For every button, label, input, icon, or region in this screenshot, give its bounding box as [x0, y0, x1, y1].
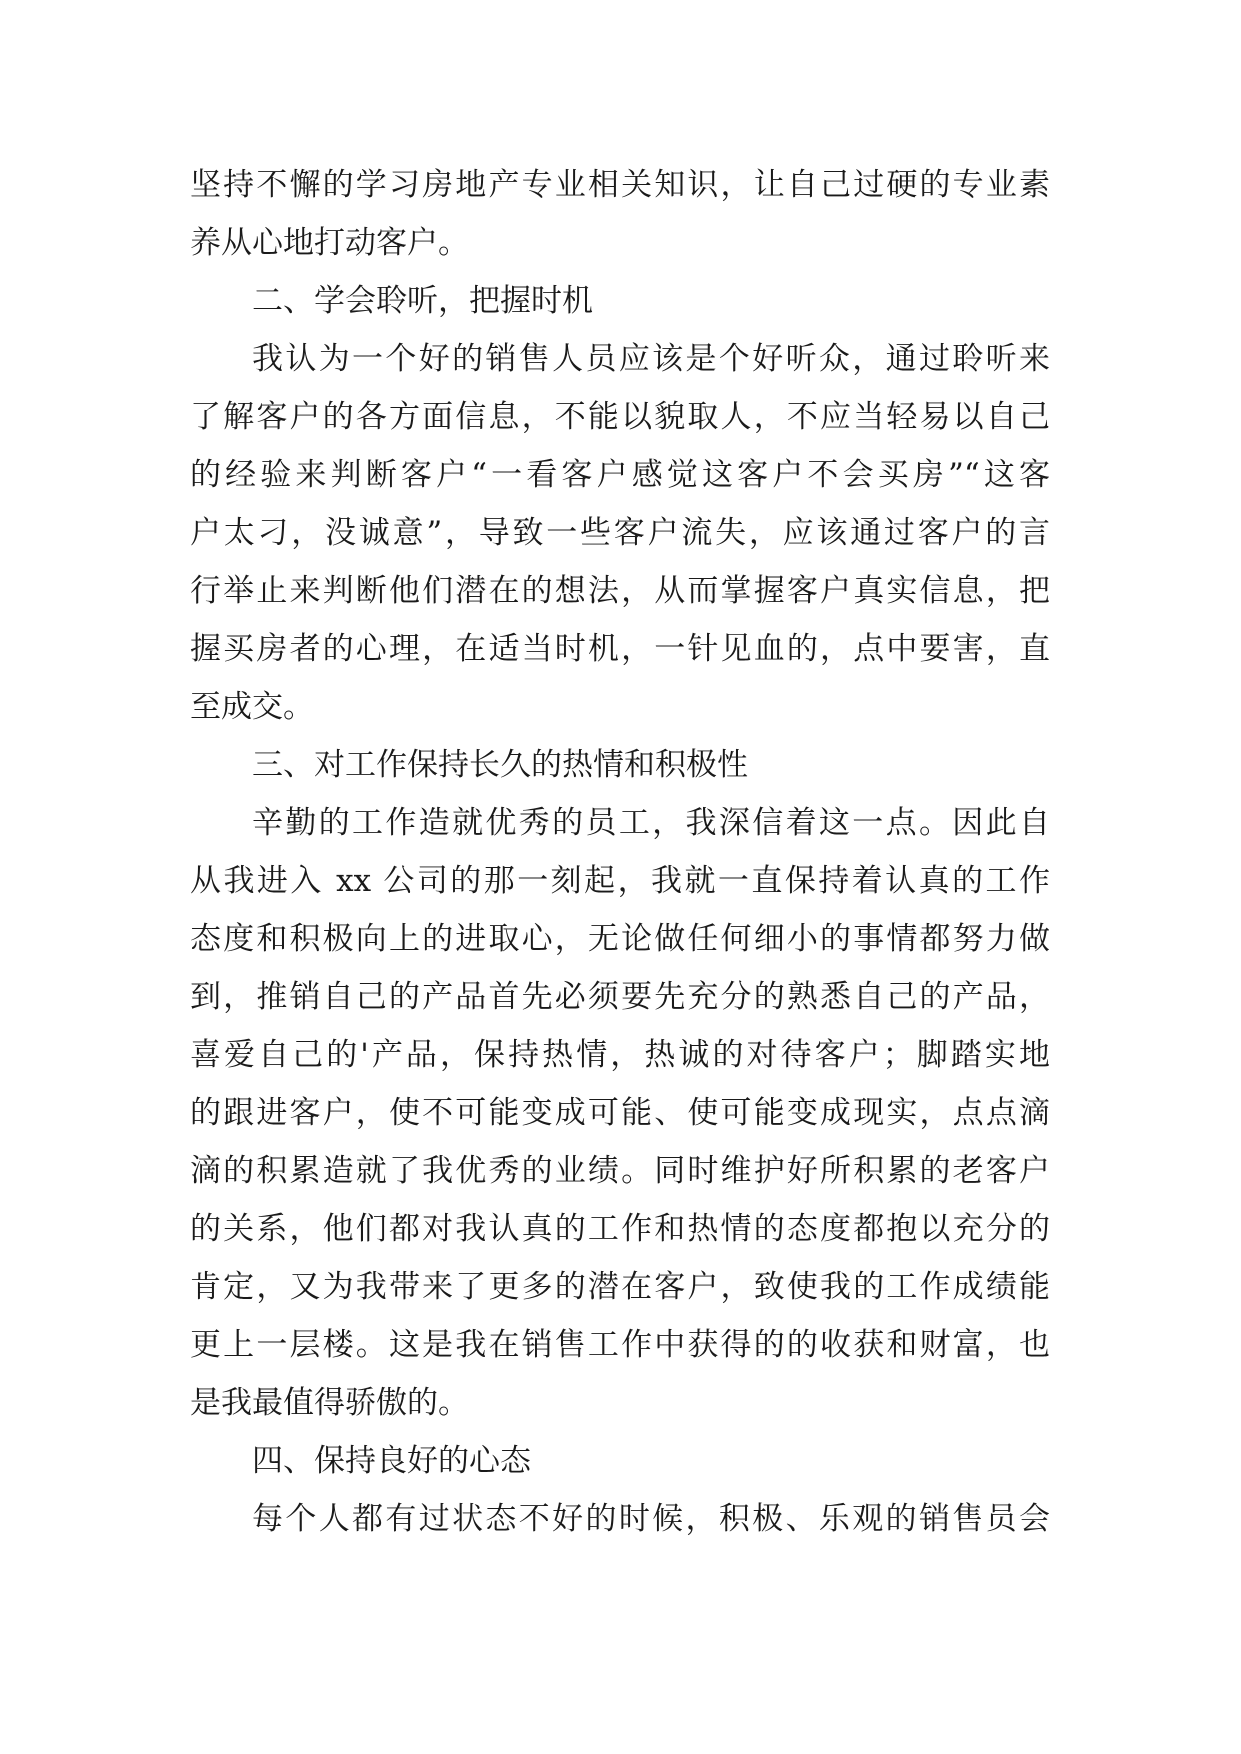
text-line: 肯定，又为我带来了更多的潜在客户，致使我的工作成绩能: [190, 1269, 1050, 1305]
text-line: 养从心地打动客户。: [190, 225, 469, 261]
text-line: 辛勤的工作造就优秀的员工，我深信着这一点。因此自: [252, 805, 1050, 841]
text-line: 是我最值得骄傲的。: [190, 1385, 469, 1421]
text-line: 至成交。: [190, 689, 314, 725]
text-line: 喜爱自己的'产品，保持热情，热诚的对待客户；脚踏实地: [190, 1037, 1050, 1073]
text-line: 的关系，他们都对我认真的工作和热情的态度都抱以充分的: [190, 1211, 1050, 1247]
text-line: 户太刁，没诚意”，导致一些客户流失，应该通过客户的言: [190, 515, 1050, 551]
text-line: 到，推销自己的产品首先必须要先充分的熟悉自己的产品，: [190, 979, 1050, 1015]
section-heading: 四、保持良好的心态: [252, 1443, 531, 1479]
text-line: 坚持不懈的学习房地产专业相关知识，让自己过硬的专业素: [190, 167, 1050, 203]
text-line: 了解客户的各方面信息，不能以貌取人，不应当轻易以自己: [190, 399, 1050, 435]
text-line: 我认为一个好的销售人员应该是个好听众，通过聆听来: [252, 341, 1050, 377]
body-text: [190, 156, 1050, 1548]
text-line: 态度和积极向上的进取心，无论做任何细小的事情都努力做: [190, 921, 1050, 957]
text-line: 的经验来判断客户“一看客户感觉这客户不会买房”“这客: [190, 457, 1050, 493]
text-line: 握买房者的心理，在适当时机，一针见血的，点中要害，直: [190, 631, 1050, 667]
section-heading: 三、对工作保持长久的热情和积极性: [252, 747, 748, 783]
text-line: 每个人都有过状态不好的时候，积极、乐观的销售员会: [252, 1501, 1050, 1537]
section-heading: 二、学会聆听，把握时机: [252, 283, 593, 319]
text-line: 滴的积累造就了我优秀的业绩。同时维护好所积累的老客户: [190, 1153, 1050, 1189]
text-line: 的跟进客户，使不可能变成可能、使可能变成现实，点点滴: [190, 1095, 1050, 1131]
text-line: 行举止来判断他们潜在的想法，从而掌握客户真实信息，把: [190, 573, 1050, 609]
text-line: 更上一层楼。这是我在销售工作中获得的的收获和财富，也: [190, 1327, 1050, 1363]
text-line: 从我进入 xx 公司的那一刻起，我就一直保持着认真的工作: [190, 863, 1050, 899]
